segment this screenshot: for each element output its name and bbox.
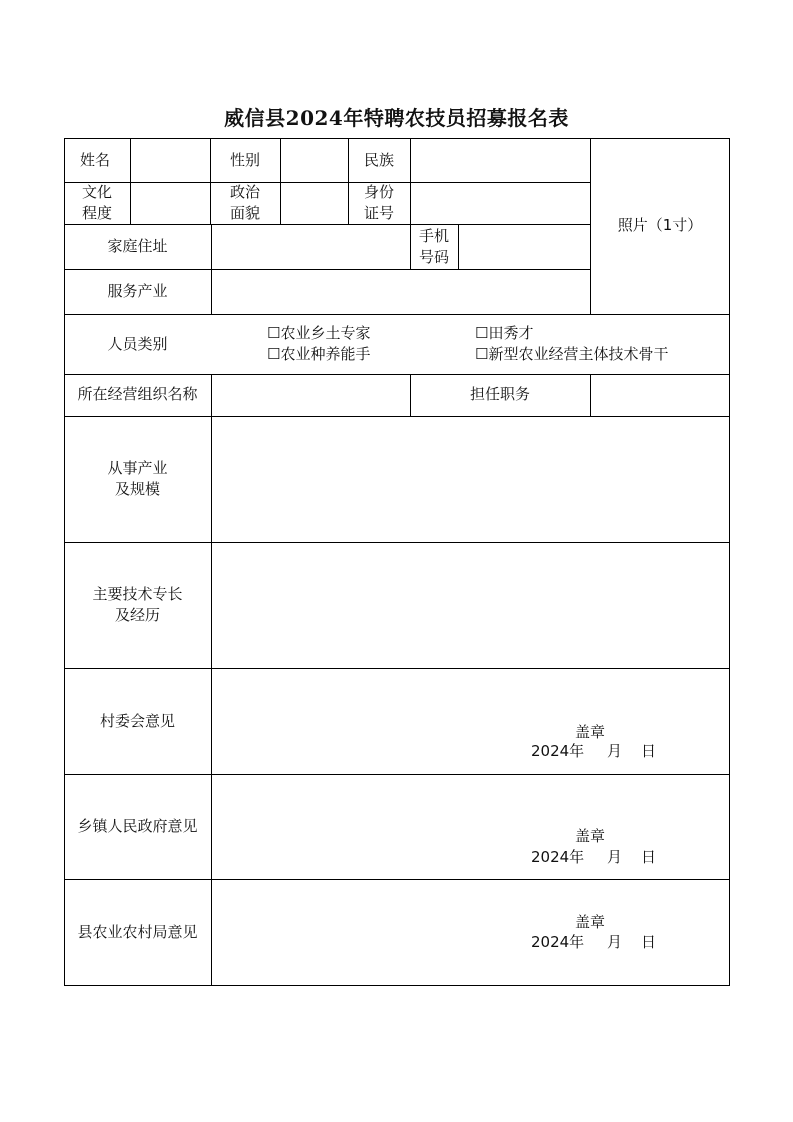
row-divider [64,416,730,417]
gender-label: 性别 [230,151,261,169]
county-date-month: 月 [607,933,623,951]
row-divider [64,314,730,315]
row-divider [64,879,730,880]
township-date-year: 2024年 [531,848,585,866]
county-seal-label: 盖章 [575,913,606,931]
village-date-year: 2024年 [531,742,585,760]
expertise-label-line2: 及经历 [114,606,160,624]
village-date-month: 月 [607,742,623,760]
phone-label-line1: 手机 [418,227,449,245]
ethnicity-label: 民族 [364,151,395,169]
county-date-year: 2024年 [531,933,585,951]
row-divider [64,182,591,183]
political-status-label-line1: 政治 [229,183,260,201]
document-title: 威信县2024年特聘农技员招募报名表 [224,106,569,130]
column-divider [280,138,281,225]
township-date-day: 日 [641,848,657,866]
photo-placeholder-label: 照片（1寸） [617,216,703,234]
category-option-enterprise-tech-backbone[interactable]: ☐新型农业经营主体技术骨干 [475,345,669,363]
table-border-left [64,138,65,986]
expertise-label-line1: 主要技术专长 [92,585,183,603]
township-opinion-label: 乡镇人民政府意见 [77,817,198,835]
category-option-field-talent[interactable]: ☐田秀才 [475,324,534,342]
row-divider [64,542,730,543]
education-label-line1: 文化 [81,183,112,201]
column-divider [458,224,459,270]
id-number-label [348,182,410,224]
phone-label-line2: 号码 [418,248,449,266]
industry-scale-label-line2: 及规模 [114,480,160,498]
education-label [64,182,130,224]
row-divider [64,668,730,669]
phone-label [410,226,458,268]
table-border-top [64,138,730,139]
column-divider [211,224,212,315]
county-opinion-label: 县农业农村局意见 [77,923,198,941]
village-date-day: 日 [641,742,657,760]
township-date-month: 月 [607,848,623,866]
table-border-right [729,138,730,986]
category-option-farming-expert[interactable]: ☐农业种养能手 [267,345,371,363]
organization-name-label: 所在经营组织名称 [77,385,198,403]
personnel-category-label: 人员类别 [107,335,168,353]
name-label: 姓名 [80,151,111,169]
row-divider [64,224,591,225]
industry-scale-label-line1: 从事产业 [107,459,168,477]
column-divider [590,374,591,417]
column-divider [130,138,131,225]
county-date-day: 日 [641,933,657,951]
category-option-rural-expert[interactable]: ☐农业乡土专家 [267,324,371,342]
row-divider [64,269,591,270]
home-address-label: 家庭住址 [107,237,168,255]
service-industry-label: 服务产业 [107,282,168,300]
row-divider [64,374,730,375]
row-divider [64,774,730,775]
political-status-label [210,182,280,224]
township-seal-label: 盖章 [575,827,606,845]
table-border-bottom [64,985,730,986]
id-number-label-line1: 身份 [363,183,394,201]
column-divider [410,138,411,225]
village-seal-label: 盖章 [575,723,606,741]
id-number-label-line2: 证号 [363,204,394,222]
position-label: 担任职务 [469,385,530,403]
village-opinion-label: 村委会意见 [99,712,175,730]
expertise-label [64,584,211,626]
column-divider [211,374,212,986]
education-label-line2: 程度 [81,204,112,222]
political-status-label-line2: 面貌 [229,204,260,222]
industry-scale-label [64,458,211,500]
